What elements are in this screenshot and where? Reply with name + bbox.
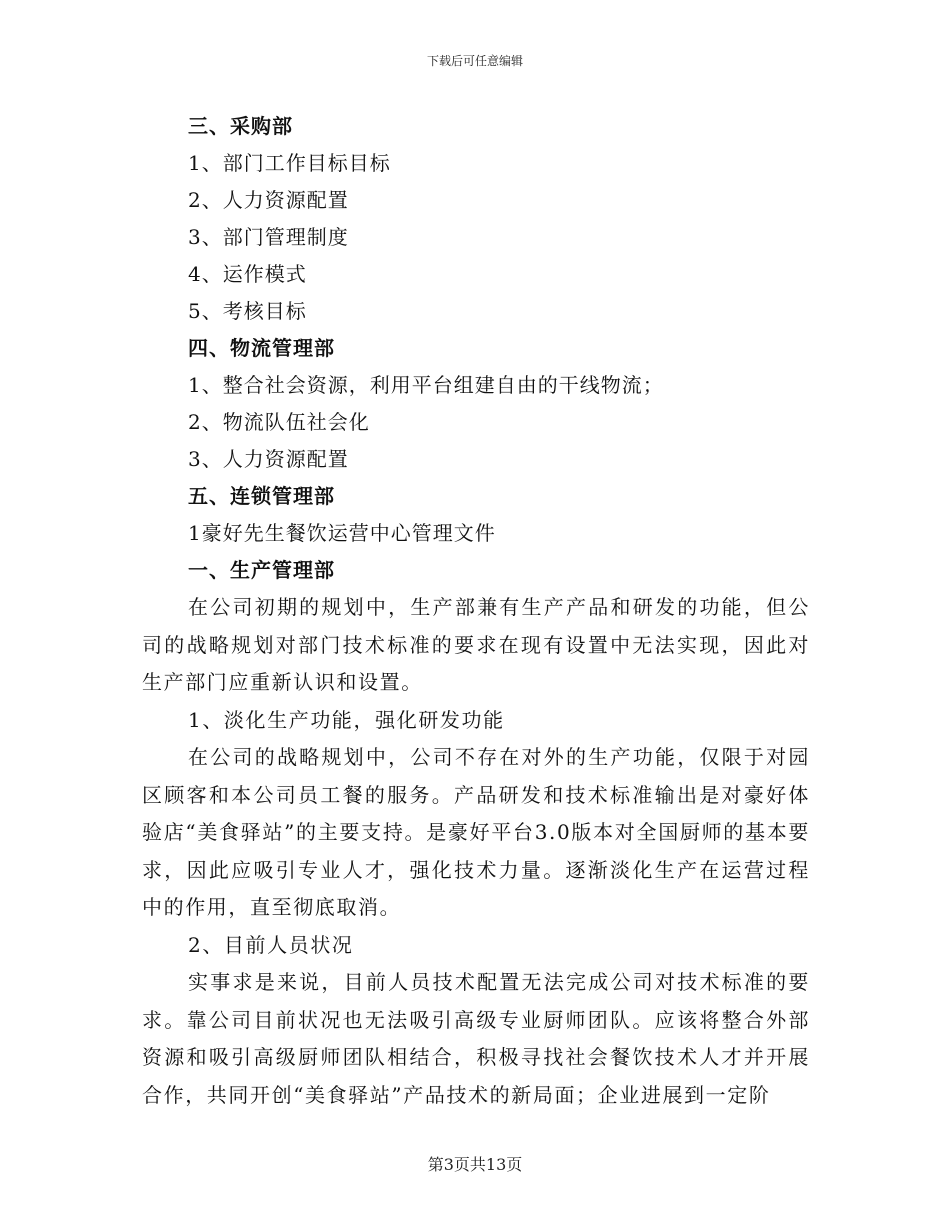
document-title: 1豪好先生餐饮运营中心管理文件: [188, 521, 496, 545]
list-item: 3、人力资源配置: [188, 447, 349, 471]
page-footer: 第3页共13页: [427, 1155, 523, 1174]
section-heading-chain: 五、连锁管理部: [188, 484, 335, 508]
list-item: 5、考核目标: [188, 299, 307, 323]
list-item: 2、人力资源配置: [188, 188, 349, 212]
list-item: 3、部门管理制度: [188, 225, 349, 249]
subheading: 2、目前人员状况: [188, 932, 354, 957]
page-header: 下载后可任意编辑: [426, 54, 523, 68]
paragraph: 实事求是来说，目前人员技术配置无法完成公司对技术标准的要求。靠公司目前状况也无法吸引高级专业厨师团队。应该将整合外部资源和吸引高级厨师团队相结合，积极寻找社会餐饮技术人才并开展合作，共同开创“美食驿站”产品技术的新局面；企业进展到一定阶: [142, 970, 810, 1107]
section-heading-production: 一、生产管理部: [188, 558, 335, 582]
list-item: 1、整合社会资源，利用平台组建自由的干线物流；: [188, 373, 664, 397]
list-item: 2、物流队伍社会化: [188, 410, 370, 434]
list-item: 4、运作模式: [188, 262, 307, 286]
paragraph: 在公司的战略规划中，公司不存在对外的生产功能，仅限于对园区顾客和本公司员工餐的服务。产品研发和技术标准输出是对豪好体验店“美食驿站”的主要支持。是豪好平台3.0版本对全国厨师的基本要求，因此应吸引专业人才，强化技术力量。逐渐淡化生产在运营过程中的作用，直至彻底取消。: [142, 745, 810, 919]
document-body: [142, 108, 810, 1114]
list-item: 1、部门工作目标目标: [188, 151, 391, 175]
section-heading-logistics: 四、物流管理部: [188, 336, 335, 360]
section-heading-purchasing: 三、采购部: [188, 114, 293, 138]
subheading: 1、淡化生产功能，强化研发功能: [188, 707, 505, 732]
paragraph: 在公司初期的规划中，生产部兼有生产产品和研发的功能，但公司的战略规划对部门技术标准的要求在现有设置中无法实现，因此对生产部门应重新认识和设置。: [142, 595, 810, 694]
